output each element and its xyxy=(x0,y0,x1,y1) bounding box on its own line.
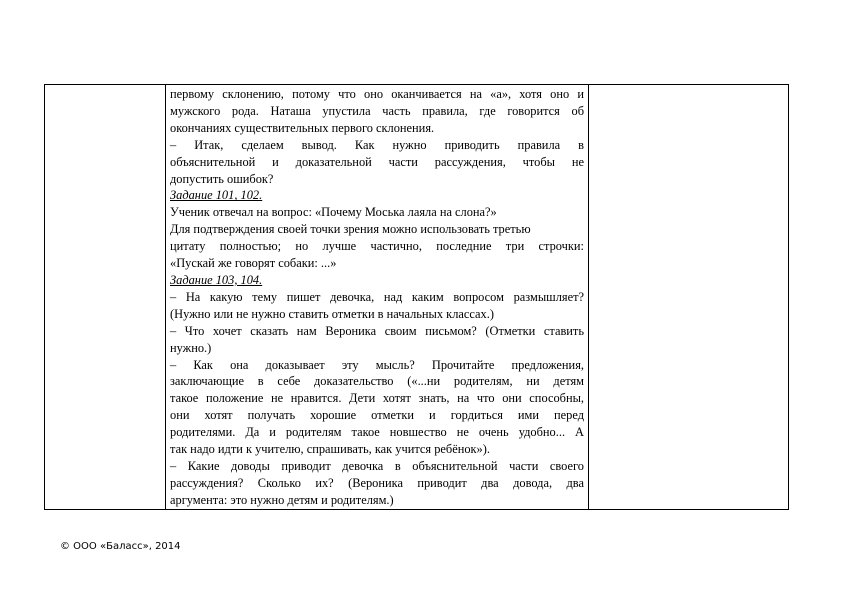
text-line: рассуждения? Сколько их? (Вероника приводит два довода, два xyxy=(170,475,584,490)
left-column-cell xyxy=(45,85,166,510)
text-line: – На какую тему пишет девочка, над каким вопросом размышляет? xyxy=(170,289,584,304)
text-line: «Пускай же говорят собаки: ...» xyxy=(170,256,337,271)
text-line: объяснительной и доказательной части рассуждения, чтобы не xyxy=(170,154,584,169)
text-line: такое положение не нравится. Дети хотят знать, на что они способны, xyxy=(170,391,584,406)
text-line: (Нужно или не нужно ставить отметки в начальных классах.) xyxy=(170,306,494,321)
task-heading: Задание 103, 104. xyxy=(170,272,263,287)
copyright-footer: © ООО «Баласс», 2014 xyxy=(60,541,181,552)
text-line: – Какие доводы приводит девочка в объяснительной части своего xyxy=(170,458,584,473)
text-line: допустить ошибок? xyxy=(170,171,274,186)
text-line: – Что хочет сказать нам Вероника своим письмом? (Отметки ставить xyxy=(170,323,584,338)
text-line: они хотят получать хорошие отметки и гордиться ими перед xyxy=(170,408,584,423)
text-line: – Как она доказывает эту мысль? Прочитайте предложения, xyxy=(170,357,584,372)
right-column-cell xyxy=(589,85,789,510)
text-line: заключающие в себе доказательство («...ни родителям, ни детям xyxy=(170,374,584,389)
text-line: аргумента: это нужно детям и родителям.) xyxy=(170,492,394,507)
text-line: так надо идти к учителю, спрашивать, как учится ребёнок»). xyxy=(170,442,490,457)
lesson-text xyxy=(166,85,588,509)
text-line: первому склонению, потому что оно оканчивается на «а», хотя оно и xyxy=(170,87,584,101)
text-line: – Итак, сделаем вывод. Как нужно приводить правила в xyxy=(170,137,584,152)
text-line: окончаниях существительных первого склонения. xyxy=(170,120,435,135)
text-line: мужского рода. Наташа упустила часть правила, где говорится об xyxy=(170,103,584,118)
text-line: нужно.) xyxy=(170,340,212,355)
text-line: родителями. Да и родителям такое новшество не очень удобно... А xyxy=(170,425,584,440)
text-line: цитату полностью; но лучше частично, последние три строчки: xyxy=(170,239,584,254)
content-column-cell xyxy=(166,85,589,510)
text-line: Ученик отвечал на вопрос: «Почему Моська лаяла на слона?» xyxy=(170,205,497,220)
lesson-table xyxy=(44,84,789,510)
table-row xyxy=(45,85,789,510)
text-line: Для подтверждения своей точки зрения можно использовать третью xyxy=(170,222,531,237)
task-heading: Задание 101, 102. xyxy=(170,188,263,203)
